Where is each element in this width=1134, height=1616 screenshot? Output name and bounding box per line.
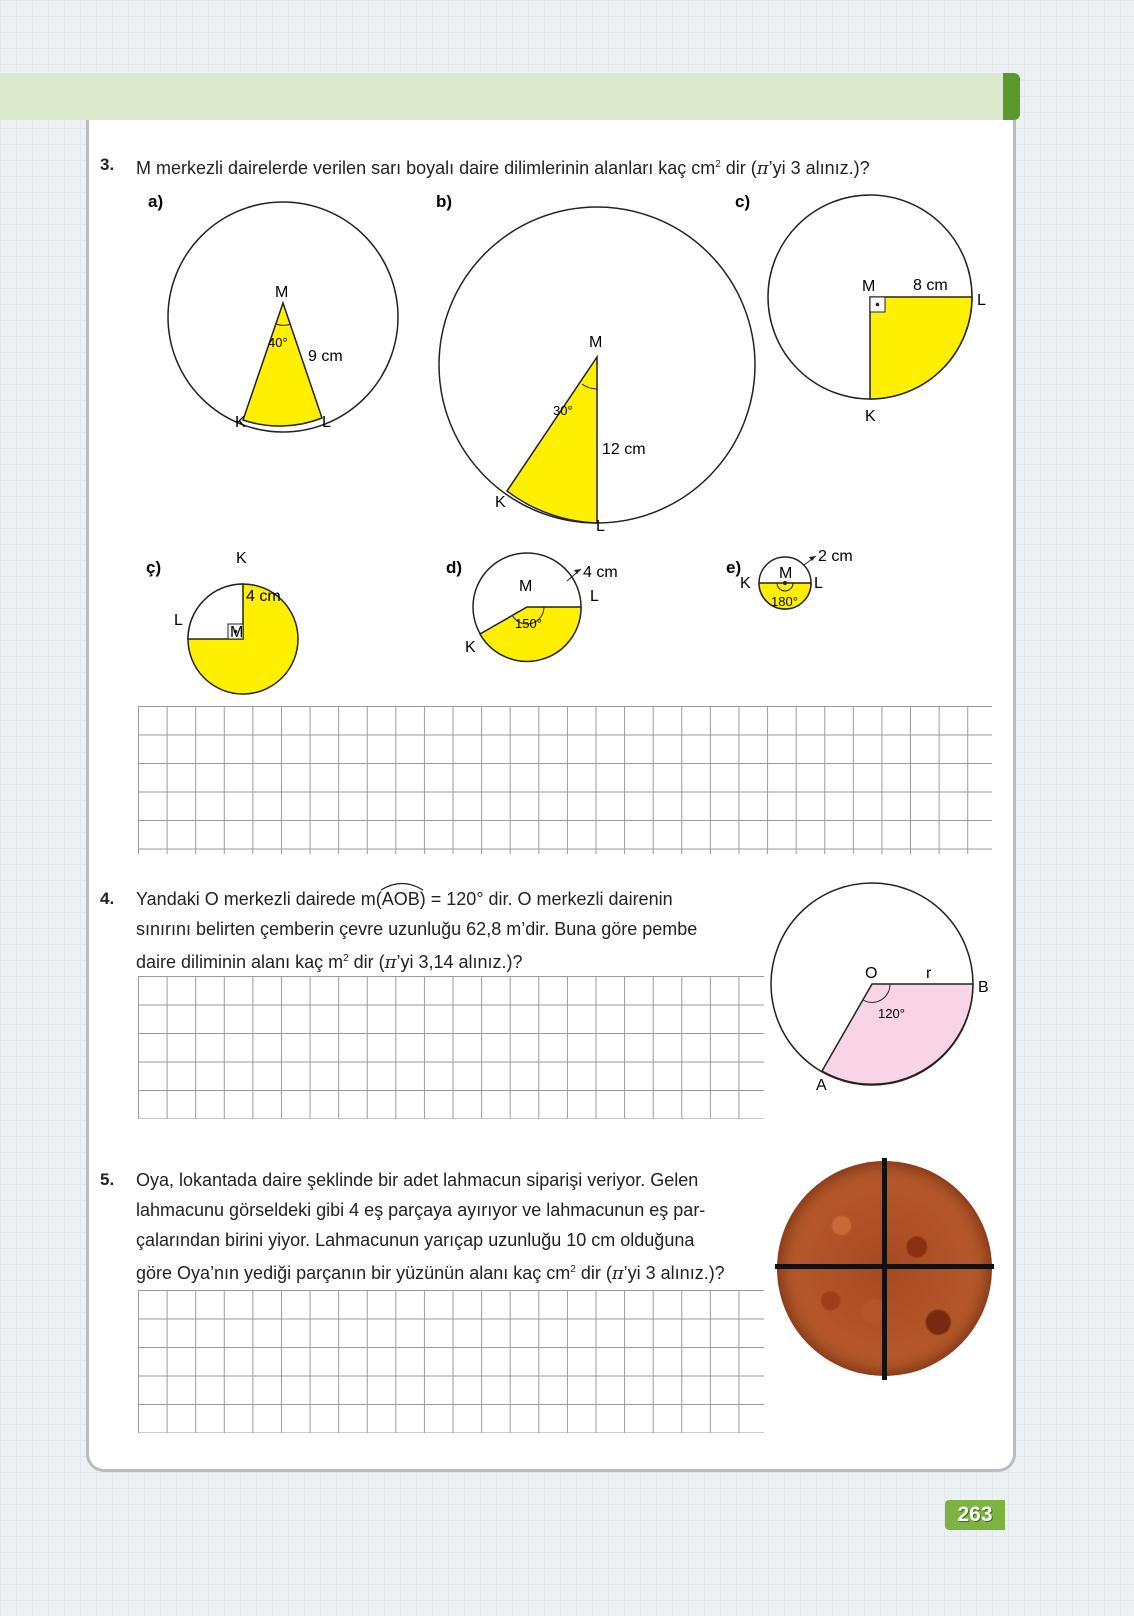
header-banner — [0, 73, 1010, 120]
figure-3c-label: c) — [735, 192, 751, 211]
question-5-text — [136, 1165, 763, 1289]
svg-text:K: K — [236, 550, 247, 567]
figure-3e — [720, 548, 880, 635]
svg-text:4 cm: 4 cm — [246, 588, 281, 605]
figure-3d-label: d) — [446, 558, 463, 577]
svg-text:O: O — [865, 965, 878, 982]
figure-4 — [770, 880, 1000, 1100]
svg-text:L: L — [322, 414, 331, 431]
lahmacun-cut-horizontal — [775, 1264, 994, 1269]
question-4-line-3: daire diliminin alanı kaç $m^2$ dir (π’yi 3,14 alınız.)? — [136, 952, 523, 973]
figure-3d — [440, 555, 640, 675]
svg-text:30°: 30° — [553, 403, 573, 418]
question-4-line-2: sınırını belirten çemberin çevre uzunluğu 62,8 m’dir. Buna göre pembe — [136, 919, 698, 939]
svg-text:L: L — [590, 588, 599, 605]
svg-text:K: K — [495, 494, 506, 511]
svg-text:K: K — [740, 575, 751, 592]
answer-grid-q3[interactable] — [138, 706, 992, 854]
svg-text:4 cm: 4 cm — [583, 564, 618, 581]
lahmacun-cut-vertical — [882, 1158, 887, 1380]
page-number: 263 — [945, 1500, 1005, 1530]
question-5-line-4: göre Oya’nın yediği parçanın bir yüzünün alanı kaç $cm^2$ dir (π’yi 3 alınız.)? — [136, 1263, 725, 1284]
svg-text:M: M — [519, 578, 533, 595]
svg-text:r: r — [926, 965, 932, 982]
svg-text:40°: 40° — [268, 335, 288, 350]
svg-text:180°: 180° — [771, 594, 798, 609]
svg-text:2 cm: 2 cm — [818, 548, 853, 565]
svg-text:12 cm: 12 cm — [602, 441, 646, 458]
figure-3b-label: b) — [436, 192, 453, 211]
question-4-text — [136, 884, 763, 978]
svg-text:M: M — [589, 334, 603, 351]
header-banner-tab — [1003, 73, 1020, 120]
question-5-line-2: lahmacunu görseldeki gibi 4 eş parçaya ayırıyor ve lahmacunun eş par- — [136, 1200, 706, 1220]
svg-text:M: M — [779, 565, 793, 582]
figure-3b — [430, 185, 730, 535]
svg-text:K: K — [865, 408, 876, 425]
svg-text:M: M — [230, 624, 244, 641]
svg-text:M: M — [275, 284, 289, 301]
question-4-number: 4. — [100, 889, 115, 908]
svg-text:L: L — [977, 292, 986, 309]
svg-text:K: K — [235, 414, 246, 431]
svg-text:K: K — [465, 639, 476, 656]
question-5-line-1: Oya, lokantada daire şeklinde bir adet lahmacun siparişi veriyor. Gelen — [136, 1170, 699, 1190]
svg-text:L: L — [174, 612, 183, 629]
svg-text:120°: 120° — [878, 1006, 905, 1021]
figure-3a — [140, 185, 430, 455]
question-3-text: M merkezli dairelerde verilen sarı boyalı daire dilimlerinin alanları kaç $cm^2$ dir (π’yi 3 alınız.)? — [136, 158, 870, 179]
svg-text:9 cm: 9 cm — [308, 348, 343, 365]
svg-text:8 cm: 8 cm — [913, 277, 948, 294]
svg-text:L: L — [814, 575, 823, 592]
svg-text:M: M — [862, 278, 876, 295]
svg-text:B: B — [978, 979, 989, 996]
answer-grid-q5[interactable] — [138, 1290, 764, 1433]
question-5-number: 5. — [100, 1170, 115, 1189]
question-3-number: 3. — [100, 155, 115, 174]
question-4-line-1: Yandaki O merkezli dairede m(AOB ) = 120° dir. O merkezli dairenin — [136, 884, 763, 914]
svg-text:A: A — [816, 1077, 827, 1094]
figure-3c — [725, 185, 1005, 425]
svg-text:150°: 150° — [515, 616, 542, 631]
question-5-line-3: çalarından birini yiyor. Lahmacunun yarıçap uzunluğu 10 cm olduğuna — [136, 1230, 695, 1250]
figure-3a-label: a) — [148, 192, 164, 211]
figure-3cc — [140, 550, 340, 695]
figure-3e-label: e) — [726, 558, 742, 577]
figure-3cc-label: ç) — [146, 558, 162, 577]
svg-text:L: L — [596, 518, 605, 535]
answer-grid-q4[interactable] — [138, 976, 764, 1119]
